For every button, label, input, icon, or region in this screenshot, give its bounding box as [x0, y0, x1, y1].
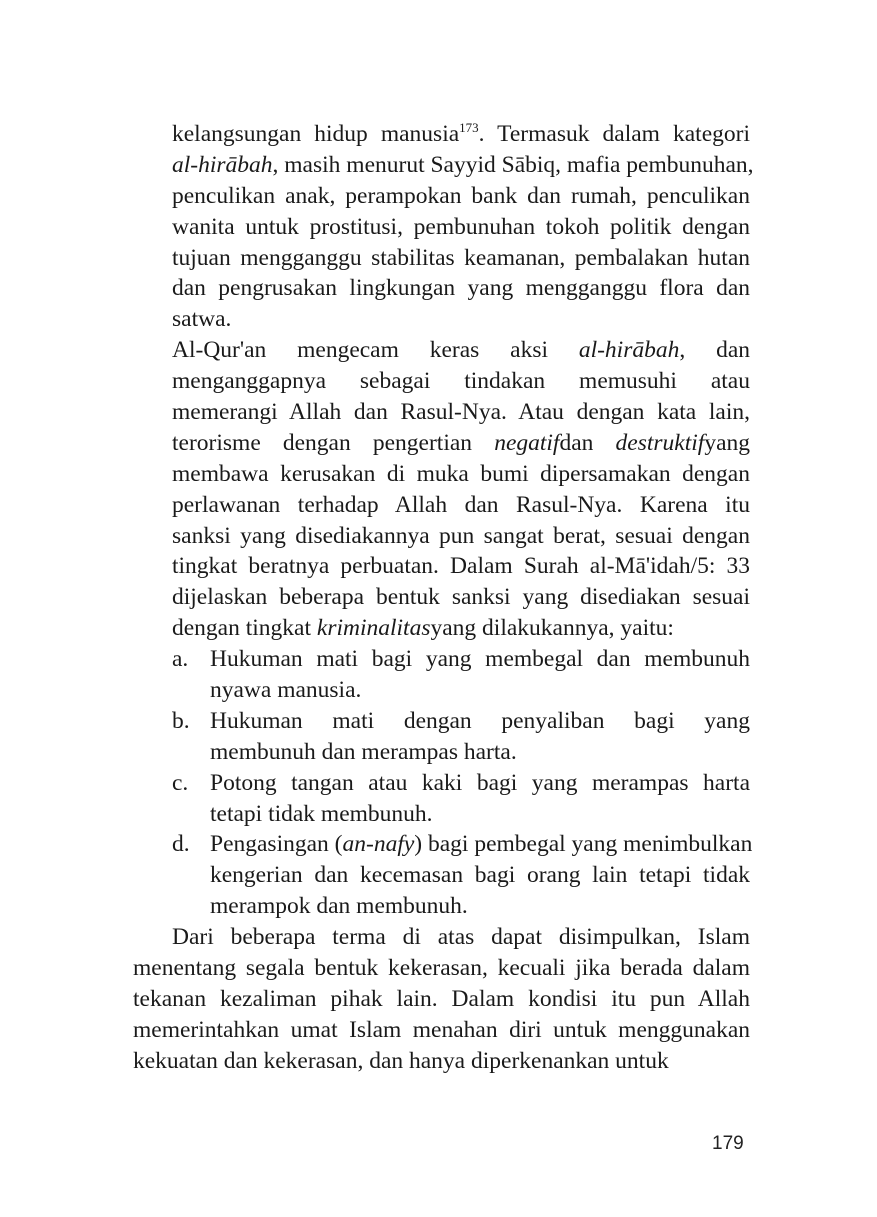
- text-line: [133, 521, 750, 552]
- text-line: [133, 706, 750, 737]
- text-span: yang dilakukannya, yaitu:: [430, 615, 674, 642]
- text-line: [133, 366, 750, 397]
- text-line: [133, 860, 750, 891]
- italic-term: destruktif: [615, 429, 705, 456]
- text-line: [133, 1046, 750, 1077]
- paragraph: [133, 335, 750, 644]
- text-span: nyawa manusia.: [210, 677, 362, 704]
- text-line: [133, 675, 750, 706]
- footnote-ref: 173: [459, 120, 479, 135]
- page-body: [133, 119, 754, 1077]
- text-span: Pengasingan (: [210, 831, 343, 858]
- list-item: [133, 644, 750, 706]
- italic-term: kriminalitas: [316, 615, 431, 642]
- text-span: ) bagi pembegal yang menimbulkan: [414, 831, 753, 858]
- text-span: Al-Qur'an mengecam keras aksi: [172, 337, 579, 364]
- text-line: [133, 181, 750, 212]
- text-span: yang: [704, 429, 751, 456]
- text-span: terorisme dengan pengertian: [172, 429, 495, 456]
- list-item-label: d.: [172, 831, 190, 858]
- text-line: [133, 335, 750, 366]
- text-line: [133, 150, 754, 181]
- text-span: merampok dan membunuh.: [210, 893, 468, 920]
- text-line: [133, 829, 753, 860]
- text-span: dengan tingkat: [172, 615, 317, 642]
- text-span: , masih menurut Sayyid Sābiq, mafia pembunuhan,: [272, 151, 754, 178]
- text-line: [133, 953, 750, 984]
- text-span: tujuan mengganggu stabilitas keamanan, pembalakan hutan: [172, 244, 750, 271]
- text-line: [133, 1015, 750, 1046]
- text-line: [133, 119, 750, 150]
- text-line: [133, 922, 750, 953]
- text-line: [133, 644, 750, 675]
- text-span: Hukuman mati bagi yang membegal dan membunuh: [210, 646, 750, 673]
- text-span: tingkat beratnya perbuatan. Dalam Surah al-Mā'idah/5: 33: [172, 553, 750, 580]
- text-line: [133, 799, 750, 830]
- text-span: membunuh dan merampas harta.: [210, 738, 517, 765]
- list-item-label: c.: [172, 769, 189, 796]
- text-span: sanksi yang disediakannya pun sangat berat, sesuai dengan: [172, 522, 750, 549]
- list-item: [133, 829, 753, 922]
- text-line: [133, 891, 750, 922]
- text-line: [133, 397, 750, 428]
- text-line: [133, 273, 750, 304]
- list-item-label: a.: [172, 646, 189, 673]
- paragraph: [133, 922, 750, 1076]
- text-span: memerangi Allah dan Rasul-Nya. Atau dengan kata lain,: [172, 399, 750, 426]
- text-span: perlawanan terhadap Allah dan Rasul-Nya. Karena itu: [172, 491, 750, 518]
- text-span: tekanan kezaliman pihak lain. Dalam kondisi itu pun Allah: [133, 985, 750, 1012]
- text-line: [133, 428, 750, 459]
- text-line: [133, 459, 750, 490]
- text-span: , dan: [679, 337, 750, 364]
- text-span: memerintahkan umat Islam menahan diri untuk menggunakan: [133, 1016, 750, 1043]
- text-span: Potong tangan atau kaki bagi yang merampas harta: [210, 769, 750, 796]
- text-span: dan pengrusakan lingkungan yang mengganggu flora dan: [172, 275, 750, 302]
- text-span: dijelaskan beberapa bentuk sanksi yang disediakan sesuai: [172, 584, 750, 611]
- text-line: [133, 582, 750, 613]
- text-span: Dari beberapa terma di atas dapat disimpulkan, Islam: [172, 924, 750, 951]
- text-line: [133, 212, 750, 243]
- text-span: wanita untuk prostitusi, pembunuhan tokoh politik dengan: [172, 213, 750, 240]
- text-span: . Termasuk dalam kategori: [478, 121, 750, 147]
- text-span: tetapi tidak membunuh.: [210, 800, 433, 827]
- italic-term: al-hirābah: [578, 337, 680, 364]
- italic-term: an-nafy: [342, 831, 415, 858]
- text-span: kengerian dan kecemasan bagi orang lain tetapi tidak: [210, 862, 750, 889]
- text-line: [133, 768, 750, 799]
- italic-term: al-hirābah: [172, 151, 273, 178]
- text-line: [133, 737, 750, 768]
- text-line: [133, 304, 750, 335]
- text-line: [133, 243, 750, 274]
- list-item: [133, 706, 750, 768]
- text-span: satwa.: [172, 306, 232, 333]
- text-line: [133, 984, 750, 1015]
- text-span: kekuatan dan kekerasan, dan hanya diperkenankan untuk: [133, 1047, 669, 1074]
- text-span: Hukuman mati dengan penyaliban bagi yang: [210, 707, 750, 734]
- list-item-label: b.: [172, 707, 190, 734]
- text-span: menentang segala bentuk kekerasan, kecuali jika berada dalam: [133, 955, 750, 982]
- paragraph: [133, 119, 754, 335]
- page-number: 179: [712, 1133, 744, 1154]
- text-span: membawa kerusakan di muka bumi dipersamakan dengan: [172, 460, 750, 487]
- text-line: [133, 490, 750, 521]
- text-line: [133, 551, 750, 582]
- text-span: penculikan anak, perampokan bank dan rumah, penculikan: [172, 182, 750, 209]
- text-line: [133, 613, 750, 644]
- text-span: dan: [559, 429, 616, 456]
- list-item: [133, 768, 750, 830]
- text-span: menganggapnya sebagai tindakan memusuhi atau: [172, 368, 750, 395]
- text-span: kelangsungan hidup manusia: [172, 121, 460, 147]
- italic-term: negatif: [494, 429, 560, 456]
